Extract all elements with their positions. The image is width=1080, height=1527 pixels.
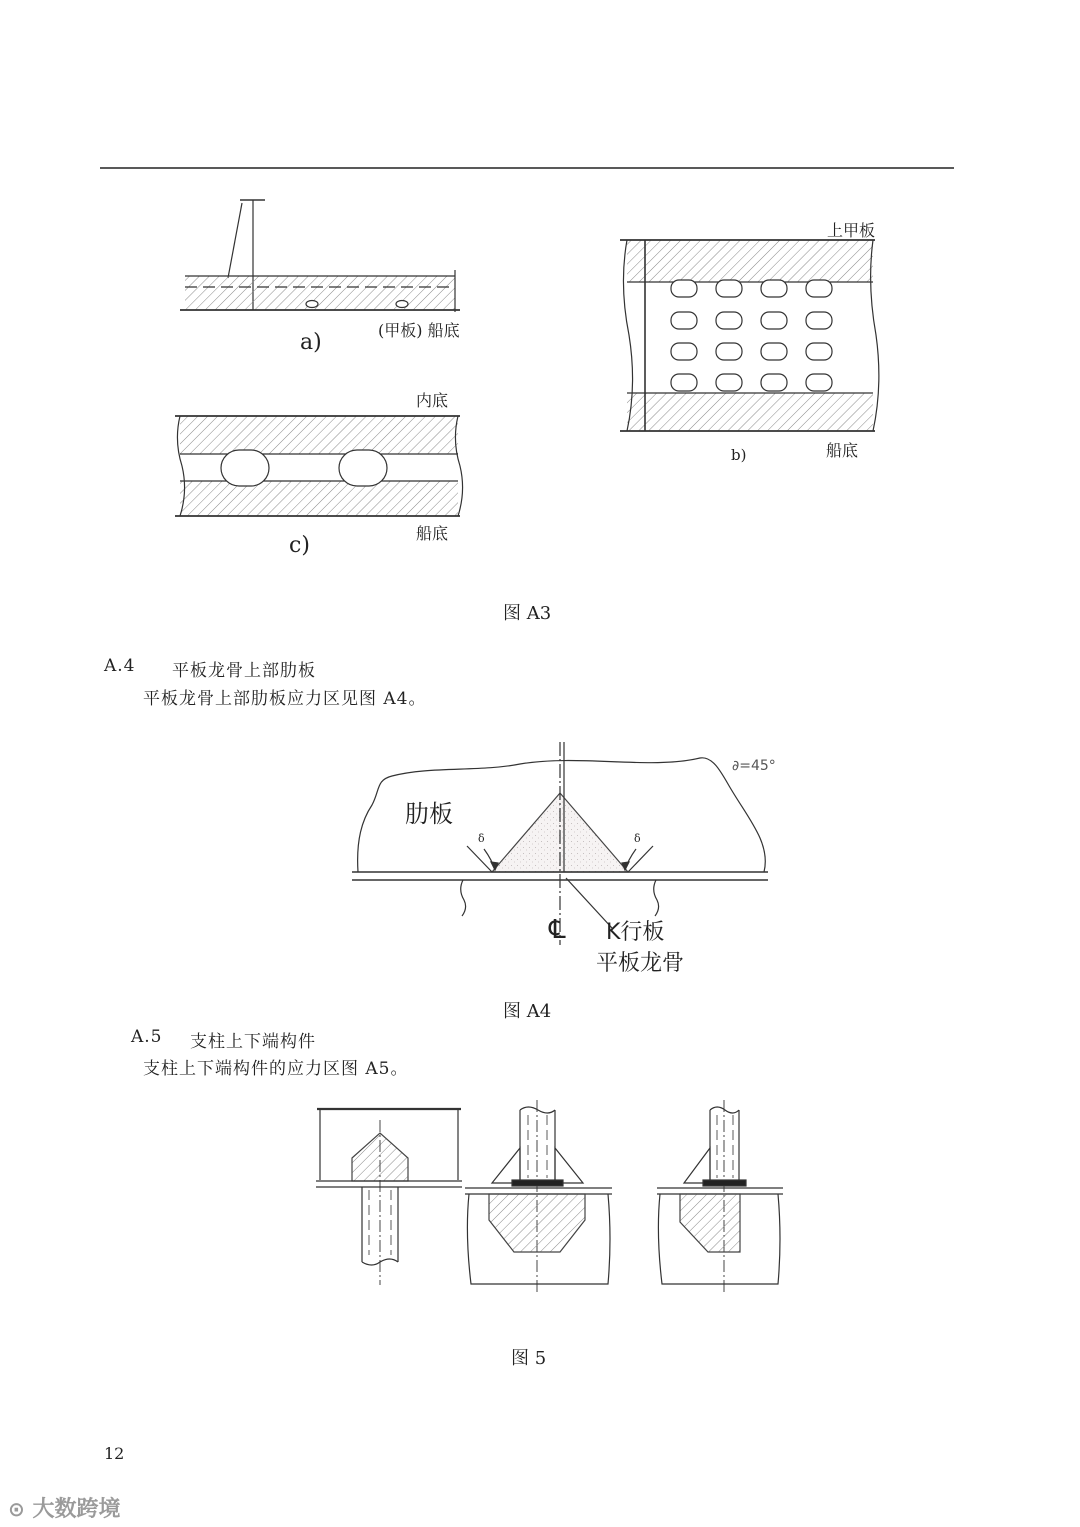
section-a5-number: A.5 bbox=[131, 1027, 163, 1047]
section-a5-title: 支柱上下端构件 bbox=[190, 1032, 316, 1052]
fig-a4-symbol-left: δ bbox=[478, 832, 485, 845]
section-a4-title: 平板龙骨上部肋板 bbox=[172, 661, 316, 681]
section-a4-number: A.4 bbox=[104, 656, 136, 676]
watermark-logo-icon: ⊙ bbox=[8, 1497, 25, 1521]
fig-a4-label-k: K行板 bbox=[606, 920, 665, 945]
fig-a5-caption: 图 5 bbox=[511, 1348, 547, 1369]
fig-a3-c-label: c) bbox=[289, 533, 310, 558]
figure-a5-left bbox=[316, 1109, 462, 1285]
fig-a4-angle-note: ∂=45° bbox=[732, 758, 776, 774]
fig-a4-caption: 图 A4 bbox=[503, 1001, 552, 1022]
section-a5-body: 支柱上下端构件的应力区图 A5。 bbox=[143, 1059, 409, 1079]
fig-a4-label-keel: 平板龙骨 bbox=[596, 951, 685, 976]
figure-a3-b bbox=[620, 240, 879, 431]
page-number: 12 bbox=[104, 1444, 125, 1463]
figure-a3-c bbox=[175, 416, 463, 516]
watermark bbox=[8, 1492, 120, 1523]
figure-a5-right bbox=[657, 1100, 783, 1295]
fig-a3-b-bottom: 船底 bbox=[826, 441, 859, 460]
fig-a3-c-top: 内底 bbox=[416, 391, 449, 410]
figure-a3-a bbox=[180, 200, 460, 312]
figure-a5-middle bbox=[465, 1100, 612, 1295]
fig-a3-caption: 图 A3 bbox=[503, 603, 552, 624]
fig-a3-b-top: 上甲板 bbox=[827, 221, 876, 240]
fig-a4-floor-label: 肋板 bbox=[405, 800, 453, 828]
section-a4-body: 平板龙骨上部肋板应力区见图 A4。 bbox=[143, 689, 427, 709]
fig-a3-b-label: b) bbox=[731, 446, 747, 464]
fig-a3-c-bottom: 船底 bbox=[416, 524, 449, 543]
fig-a3-a-text: (甲板) 船底 bbox=[378, 321, 460, 340]
fig-a3-a-label: a) bbox=[300, 330, 322, 355]
fig-a4-centerline-symbol: ℄ bbox=[549, 915, 566, 945]
fig-a4-symbol-right: δ bbox=[634, 832, 641, 845]
watermark-text: 大数跨境 bbox=[32, 1497, 121, 1522]
